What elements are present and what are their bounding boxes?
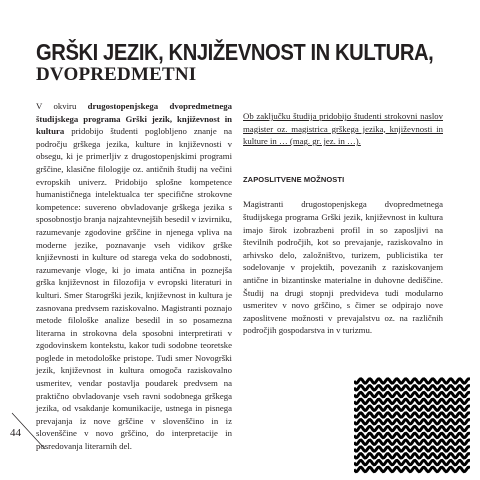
employment-text: Magistranti drugostopenjskega dvopredmetnega študijskega programa Grški jezik, književnost in kultura imajo širok izobrazbeni profil in so zaposljivi na številnih področjih, kot so prevajanje, raziskovalno in arhivsko delo, založništvo, turizem, publicistika ter sodelovanje v projektih, povezanih z raziskovanjem antične in bizantinske materialne in duhovne dediščine. Študij na drugi stopnji predvideva tudi modularno usmeritev v novo grščino, s čimer se odpirajo nove zaposlitvene možnosti v prevajalstvu oz. na različnih področjih gospodarstva in v turizmu. — [243, 199, 443, 336]
program-body: pridobijo študenti poglobljeno znanje na področju grškega jezika, kulture in književnosti v obsegu, ki je primerljiv z drugostopenjskimi programi grščine, klasične filologije oz. antičnih študij na večini evropskih univerz. Pridobijo splošne kompetence humanističnega intelektualca ter specifične strokovne kompetence: suvereno obvladovanje grškega jezika s sposobnostjo branja najzahtevnejših besedil v izvirniku, razumevanje zgodovine grščine in njenega vpliva na moderne jezike, poznavanje vseh vidikov grške književnosti in kulture od starega veka do sodobnosti, razumevanje vloge, ki jo imata antična in poznejša grška književnost in filozofija v evropski literaturi in kulturi. Smer Starogrški jezik, književnost in kultura je zasnovana predvsem raziskovalno. Magistranti poznajo metode filološke analize besedil in so posamezna literarna in strokovna dela sposobni interpretirati v zgodovinskem kontekstu, kakor tudi sodobne teoretske poglede in metodološke pristope. Tudi smer Novogrški jezik, književnost in kultura omogoča raziskovalno usmeritev, vendar postavlja poudarek predvsem na praktično obvladovanje vseh ravni sodobnega grškega jezika, od vsakdanje komunikacije, ustnega in pisnega prevajanja iz nove grščine v slovenščino in iz slovenščine v novo grščino, do interpretacije in posredovanja literarnih del. — [36, 126, 232, 452]
wave-stripe — [354, 392, 470, 396]
program-description — [36, 100, 232, 453]
wave-stripe — [354, 460, 470, 464]
wave-stripe — [354, 433, 470, 437]
wave-stripe — [354, 406, 470, 410]
wave-stripe — [354, 386, 470, 390]
employment-heading: ZAPOSLITVENE MOŽNOSTI — [243, 174, 345, 184]
intro-text: V okviru — [36, 101, 88, 111]
wave-pattern-icon — [354, 377, 470, 475]
page-title: GRŠKI JEZIK, KNJIŽEVNOST IN KULTURA, — [36, 39, 434, 65]
wave-stripe — [354, 420, 470, 424]
page-number: 44 — [10, 427, 21, 439]
degree-title-note: Ob zaključku študija pridobijo študenti strokovni naslov magister oz. magistrica grškega jezika, književnosti in kulture in … (mag. gr. jez. in …). — [243, 111, 443, 147]
wave-stripe — [354, 413, 470, 417]
program-name: drugostopenjskega dvopredmetnega študijskega programa Grški jezik, književnost in kultura — [36, 101, 232, 137]
wave-stripe — [354, 454, 470, 458]
right-column — [243, 110, 443, 337]
wave-stripe — [354, 379, 470, 383]
page-subtitle: DVOPREDMETNI — [36, 64, 197, 85]
wave-stripe — [354, 447, 470, 451]
page-corner-line — [0, 0, 60, 480]
wave-stripe — [354, 426, 470, 430]
wave-stripe — [354, 440, 470, 444]
left-column — [36, 100, 232, 453]
wave-stripe — [354, 467, 470, 471]
wave-stripe — [354, 399, 470, 403]
